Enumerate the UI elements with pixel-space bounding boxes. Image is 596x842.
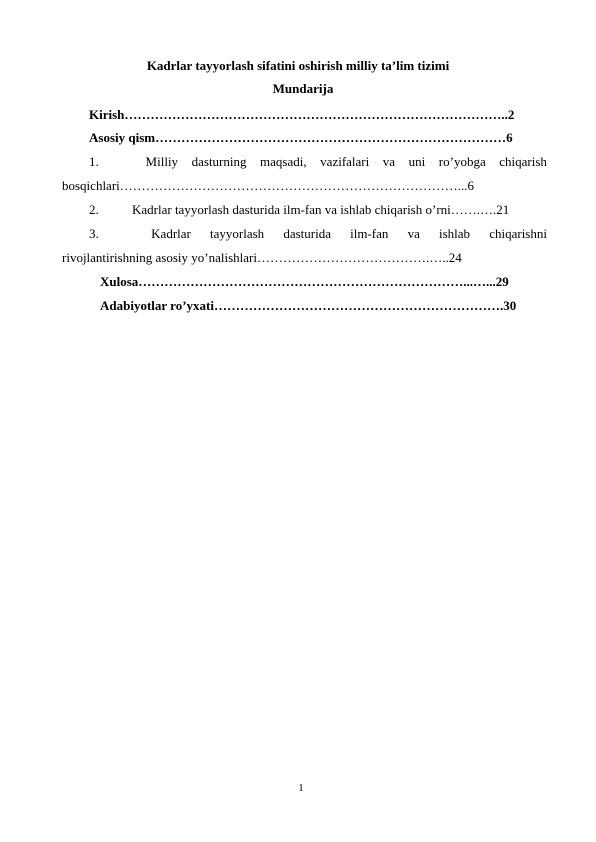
toc-entry-3-word: ishlab [439,226,471,241]
toc-entry-1-word: ro’yobga [438,154,486,169]
toc-entry-3-number: 3. [89,226,99,241]
toc-entry-1-number: 1. [89,154,99,169]
page-number: 1 [298,782,304,794]
toc-entry-3-word: va [407,226,420,241]
toc-entry-1-word: uni [408,154,426,169]
toc-entry-2-text: Kadrlar tayyorlash dasturida ilm-fan va ishlab chiqarish o’rni…….….21 [132,202,510,217]
toc-entry-1-word: dasturning [191,154,247,169]
toc-entry-1-word: va [382,154,396,169]
toc-entry-1-word: Milliy [145,154,179,169]
toc-entry-3-word: Kadrlar [151,226,191,241]
toc-entry-kirish: Kirish……………………………………………………………………………..2 [89,107,515,122]
toc-entry-3-word: ilm-fan [350,226,389,241]
toc-entry-1-word: vazifalari [320,154,370,169]
toc-entry-2-number: 2. [89,202,99,217]
toc-entry-1 [89,154,547,170]
toc-entry-3-word: dasturida [283,226,331,241]
toc-heading: Mundarija [272,81,334,96]
toc-entry-3-word: tayyorlash [210,226,265,241]
toc-entry-1-word: chiqarish [499,154,547,169]
toc-entry-2 [89,202,547,218]
toc-entry-3 [89,226,547,242]
document-title: Kadrlar tayyorlash sifatini oshirish milliy ta’lim tizimi [146,58,450,73]
toc-entry-1-continuation: bosqichlari……………………………………………………………………...6 [62,178,475,193]
toc-entry-1-word: maqsadi, [260,154,307,169]
toc-entry-xulosa: Xulosa…………………………………………………………………...…...29 [100,274,509,289]
toc-entry-adabiyotlar: Adabiyotlar ro’yxati………………………………………………………….30 [100,298,517,313]
toc-entry-asosiy-qism: Asosiy qism………………………………………………………………………6 [89,130,513,145]
toc-entry-3-continuation: rivojlantirishning asosiy yo’nalishlari………………………………….…..24 [62,250,462,265]
toc-entry-3-word: chiqarishni [489,226,547,241]
